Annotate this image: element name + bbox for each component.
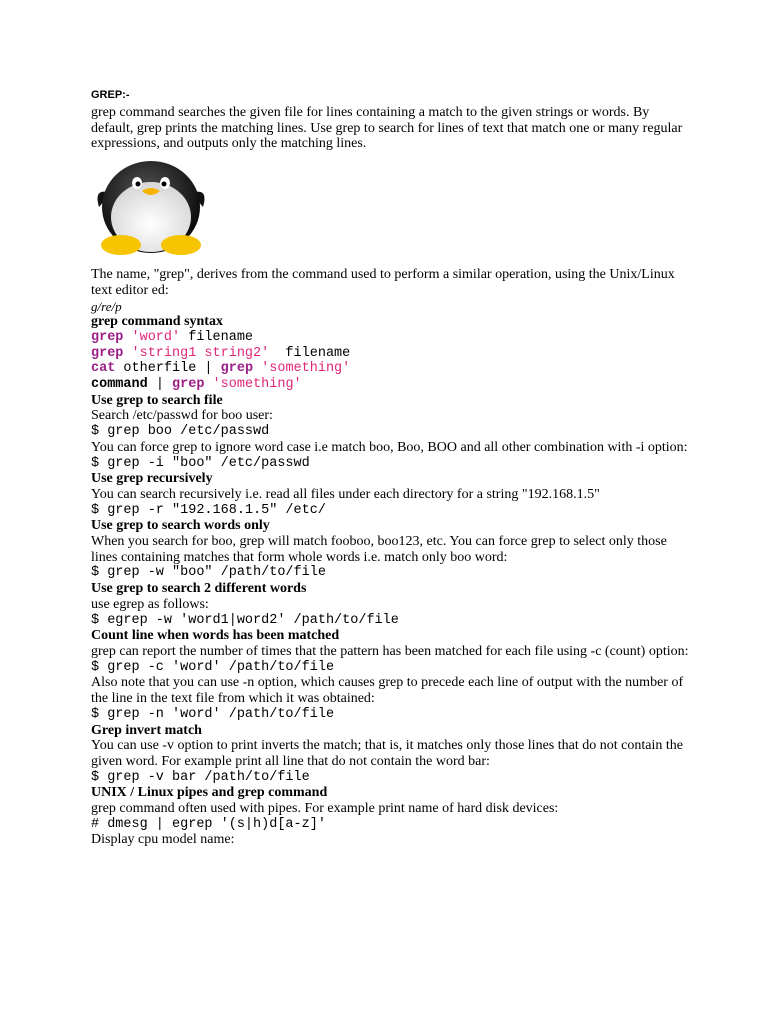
code-line: $ grep -r "192.168.1.5" /etc/ [91, 502, 326, 518]
section-text: You can force grep to ignore word case i.e match boo, Boo, BOO and all other combination with -i option: [91, 439, 688, 455]
code-line: $ grep -n 'word' /path/to/file [91, 706, 335, 722]
syntax-line-2: grep 'string1 string2' filename [91, 345, 351, 361]
section-text: You can search recursively i.e. read all files under each directory for a string "192.168.1.5" [91, 486, 600, 502]
code-line: # dmesg | egrep '(s|h)d[a-z]' [91, 816, 326, 832]
gre-p-label: g/re/p [91, 298, 122, 314]
section-title-count: Count line when words has been matched [91, 628, 340, 644]
section-text: Search /etc/passwd for boo user: [91, 408, 273, 424]
section-text: grep command often used with pipes. For example print name of hard disk devices: [91, 801, 559, 817]
code-line: $ grep -w "boo" /path/to/file [91, 565, 326, 581]
section-title-two-words: Use grep to search 2 different words [91, 581, 307, 597]
syntax-line-1: grep 'word' filename [91, 329, 254, 345]
section-text: When you search for boo, grep will match fooboo, boo123, etc. You can force grep to select only those lines containing matches that form whole words i.e. match only boo word: [91, 534, 667, 565]
code-line: $ grep -v bar /path/to/file [91, 769, 310, 785]
section-text: You can use -v option to print inverts the match; that is, it matches only those lines that do not contain the given word. For example print all line that do not contain the word bar: [91, 738, 683, 769]
syntax-line-4: command | grep 'something' [91, 377, 302, 393]
section-text: Also note that you can use -n option, which causes grep to precede each line of output with the number of the line in the text file from which it was obtained: [91, 675, 684, 707]
section-title-recursive: Use grep recursively [91, 471, 213, 487]
code-line: $ egrep -w 'word1|word2' /path/to/file [91, 612, 399, 628]
section-text: use egrep as follows: [91, 596, 209, 612]
section-text: Display cpu model name: [91, 832, 235, 848]
section-text: grep can report the number of times that the pattern has been matched for each file using -c (count) option: [91, 643, 689, 659]
section-title-search-file: Use grep to search file [91, 392, 223, 408]
section-title-syntax: grep command syntax [91, 314, 223, 330]
section-title-pipes: UNIX / Linux pipes and grep command [91, 785, 328, 801]
code-line: $ grep boo /etc/passwd [91, 424, 270, 440]
code-line: $ grep -c 'word' /path/to/file [91, 659, 335, 675]
section-title-invert: Grep invert match [91, 722, 202, 738]
code-line: $ grep -i "boo" /etc/passwd [91, 455, 310, 471]
name-origin-paragraph: The name, "grep", derives from the command used to perform a similar operation, using the Unix/Linux text editor ed: [91, 267, 675, 298]
syntax-line-3: cat otherfile | grep 'something' [91, 361, 351, 377]
intro-paragraph: grep command searches the given file for lines containing a match to the given strings or words. By default, grep prints the matching lines. Use grep to search for lines of text that match one or many regular expressions, and outputs only the matching lines. [91, 105, 683, 152]
page-heading: GREP:- [91, 89, 130, 101]
penguin-mascot-icon [91, 157, 211, 257]
document-page [91, 89, 691, 848]
section-title-words-only: Use grep to search words only [91, 518, 270, 534]
